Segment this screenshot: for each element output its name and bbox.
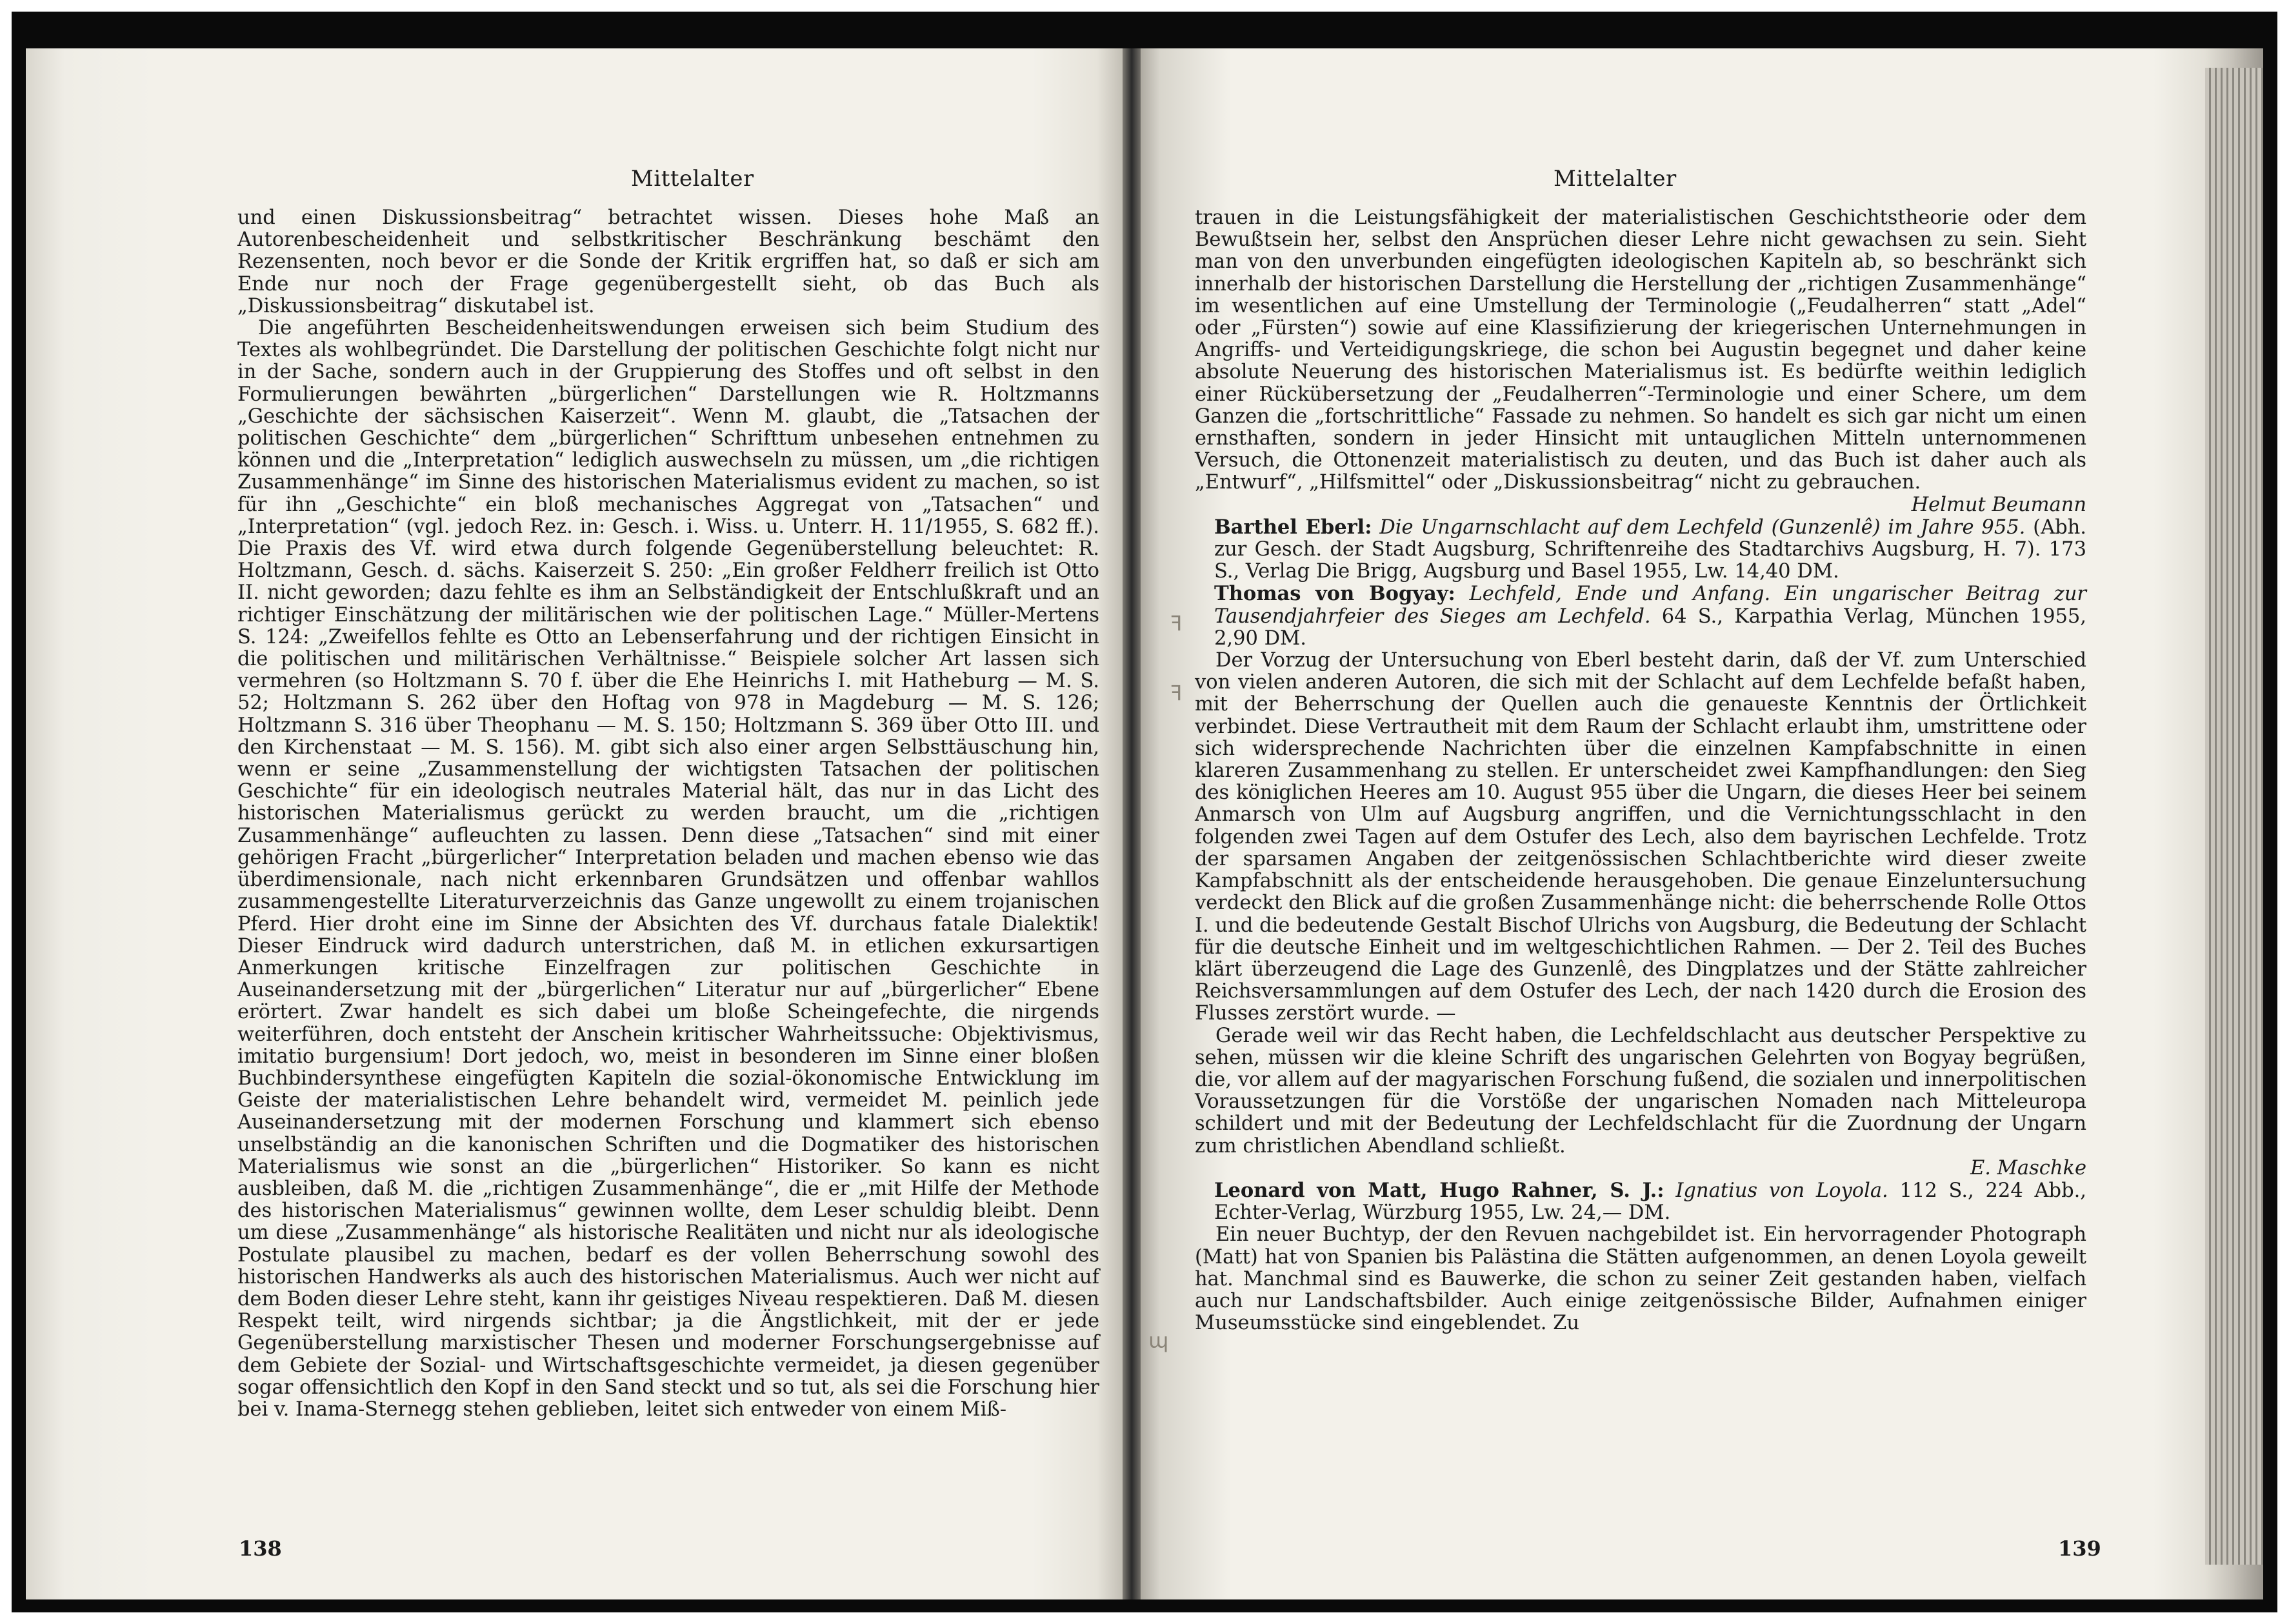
book-gutter [1123,48,1141,1599]
reviewer-signature: Helmut Beumann [1911,493,2086,516]
text-column [1195,207,2086,1334]
entry-details: (Abh. zur Gesch. der Stadt Augsburg, Schriftenreihe des Stadtarchivs Augsburg, H. 7). 173 S., Verlag Die Brigg, Augsburg und Basel 1955, Lw. 14,40 DM. [1214,516,2086,583]
bibliographic-entry [1195,583,2086,650]
entry-details: 112 S., 224 Abb., Echter-Verlag, Würzburg 1955, Lw. 24,— DM. [1214,1179,2086,1225]
entry-title: Lechfeld, Ende und Anfang. Ein ungarischer Beitrag zur Tausendjahrfeier des Sieges am Lechfeld. [1214,583,2086,628]
pencil-mark-icon: ꟻ [1170,681,1183,705]
text-column [237,207,1099,1421]
running-header: Mittelalter [1554,166,1677,192]
right-page [1134,48,2263,1599]
entry-author: Leonard von Matt, Hugo Rahner, S. J.: [1214,1178,1664,1202]
entry-author: Barthel Eberl: [1214,515,1372,539]
entry-author: Thomas von Bogyay: [1214,582,1455,606]
pencil-mark-icon: ɰ [1148,1328,1169,1353]
left-page [26,48,1126,1599]
page-number: 139 [2058,1536,2101,1561]
page-number: 138 [239,1536,282,1561]
entry-title: Die Ungarnschlacht auf dem Lechfeld (Gunzenlê) im Jahre 955. [1379,516,2026,539]
entry-title: Ignatius von Loyola. [1675,1179,1888,1202]
paragraph: Der Vorzug der Untersuchung von Eberl besteht darin, daß der Vf. zum Unterschied von vielen anderen Autoren, die sich mit der Schlacht auf dem Lechfelde befaßt haben, mit der Beherrschung der Quellen auch die genaueste Kenntnis der Örtlichkeit verbindet. Diese Vertrautheit mit dem Raum der Schlacht erlaubt ihm, umstrittene oder sich widersprechende Nachrichten über die einzelnen Kampfabschnitte in einen klareren Zusammenhang zu stellen. Er unterscheidet zwei Kampfhandlungen: den Sieg des königlichen Heeres am 10. August 955 über die Ungarn, die dieses Heer bei seinem Anmarsch von Ulm auf Augsburg angriffen, und die Vernichtungsschlacht in den folgenden zwei Tagen auf dem Ostufer des Lech, also dem bayrischen Lechfelde. Trotz der sparsamen Angaben der zeitgenössischen Schlachtberichte wird dieser zweite Kampfabschnitt als der entscheidende herausgehoben. Die genaue Einzeluntersuchung verdeckt den Blick auf die großen Zusammenhänge nicht: die beherrschende Rolle Ottos I. und die bedeutende Gestalt Bischof Ulrichs von Augsburg, die Bedeutung der Schlacht für die deutsche Einheit und im weltgeschichtlichen Rahmen. — Der 2. Teil des Buches klärt überzeugend die Lage des Gunzenlê, des Dingplatzes und der Stätte zahlreicher Reichsversammlungen auf dem Ostufer des Lech, der nach 1420 durch die Erosion des Flusses zerstört wurde. — [1195,649,2086,1025]
reviewer-signature: E. Maschke [1970,1156,2086,1179]
paragraph: Die angeführten Bescheidenheitswendungen erweisen sich beim Studium des Textes als wohlbegründet. Die Darstellung der politischen Geschichte folgt nicht nur in der Sache, sondern auch in der Gruppierung des Stoffes und oft selbst in den Formulierungen bewährten „bürgerlichen“ Darstellungen wie R. Holtzmanns „Geschichte der sächsischen Kaiserzeit“. Wenn M. glaubt, die „Tatsachen der politischen Geschichte“ dem „bürgerlichen“ Schrifttum unbesehen entnehmen zu können und die „Interpretation“ lediglich auswechseln zu müssen, um „die richtigen Zusammenhänge“ im Sinne des historischen Materialismus evident zu machen, so ist für ihn „Geschichte“ ein bloß mechanisches Aggregat von „Tatsachen“ und „Interpretation“ (vgl. jedoch Rez. in: Gesch. i. Wiss. u. Unterr. H. 11/1955, S. 682 ff.). Die Praxis des Vf. wird etwa durch folgende Gegenüberstellung beleuchtet: R. Holtzmann, Gesch. d. sächs. Kaiserzeit S. 250: „Ein großer Feldherr freilich ist Otto II. nicht geworden; dazu fehlte es ihm an Selbständigkeit der Entschlußkraft und an richtiger Einschätzung der militärischen wie der politischen Lage.“ Müller-Mertens S. 124: „Zweifellos fehlte es Otto an Lebenserfahrung und der richtigen Einsicht in die politischen und militärischen Verhältnisse.“ Beispiele solcher Art lassen sich vermehren (so Holtzmann S. 70 f. über die Ehe Heinrichs I. mit Hatheburg — M. S. 52; Holtzmann S. 262 über den Hoftag von 978 in Magdeburg — M. S. 126; Holtzmann S. 316 über Theophanu — M. S. 150; Holtzmann S. 369 über Otto III. und den Kirchenstaat — M. S. 156). M. gibt sich also einer argen Selbsttäuschung hin, wenn er seine „Zusammenstellung der wichtigsten Tatsachen der politischen Geschichte“ für ein ideologisch neutrales Material hält, das nur in das Licht des historischen Materialismus gerückt zu werden braucht, um die „richtigen Zusammenhänge“ aufleuchten zu lassen. Denn diese „Tatsachen“ sind mit einer gehörigen Fracht „bürgerlicher“ Interpretation beladen und machen ebenso wie das überdimensionale, nach nicht erkennbaren Grundsätzen und offenbar wahllos zusammengestellte Literaturverzeichnis das Ganze ungewollt zu einem trojanischen Pferd. Hier droht eine im Sinne der Absichten des Vf. durchaus fatale Dialektik! Dieser Eindruck wird dadurch unterstrichen, daß M. in etlichen exkursartigen Anmerkungen kritische Einzelfragen zur politischen Geschichte in Auseinandersetzung mit der „bürgerlichen“ Literatur nur auf „bürgerlicher“ Ebene erörtert. Zwar handelt es sich dabei um bloße Scheingefechte, die nirgends weiterführen, doch entsteht der Anschein kritischer Wahrheitssuche: Objektivismus, imitatio burgensium! Dort jedoch, wo, meist in besonderen im Sinne einer bloßen Buchbindersynthese eingefügten Kapiteln die sozial-ökonomische Entwicklung im Geiste der materialistischen Lehre behandelt wird, vermeidet M. peinlich jede Auseinandersetzung mit der modernen Forschung und klammert sich ebenso unselbständig an die kanonischen Schriften und die Dogmatiker des historischen Materialismus wie sonst an die „bürgerlichen“ Historiker. So kann es nicht ausbleiben, daß M. die „richtigen Zusammenhänge“, die er „mit Hilfe der Methode des historischen Materialismus“ gewinnen wollte, dem Leser schuldig bleibt. Denn um diese „Zusammenhänge“ als historische Realitäten und nicht nur als ideologische Postulate plausibel zu machen, bedarf es der vollen Beherrschung sowohl des historischen Handwerks als auch des historischen Materialismus. Auch wer nicht auf dem Boden dieser Lehre steht, kann ihr geistiges Niveau respektieren. Daß M. diesen Respekt teilt, wird nirgends sichtbar; ja die Ängstlichkeit, mit der er jede Gegenüberstellung marxistischer Thesen und moderner Forschungsergebnisse auf dem Gebiete der Sozial- und Wirtschaftsgeschichte vermeidet, ja diesen gegenüber sogar offensichtlich den Kopf in den Sand steckt und so tut, als sei die Forschung hier bei v. Inama-Sternegg stehen geblieben, leitet sich entweder von einem Miß- [237,317,1099,1421]
paragraph: Ein neuer Buchtyp, der den Revuen nachgebildet ist. Ein hervorragender Photograph (Matt) hat von Spanien bis Palästina die Stätten aufgenommen, an denen Loyola geweilt hat. Manchmal sind es Bauwerke, die schon zu seiner Zeit gestanden haben, vielfach auch nur Landschaftsbilder. Auch einige zeitgenössische Bilder, Aufnahmen einiger Museumsstücke sind eingeblendet. Zu [1195,1223,2086,1335]
paragraph: Gerade weil wir das Recht haben, die Lechfeldschlacht aus deutscher Perspektive zu sehen, müssen wir die kleine Schrift des ungarischen Gelehrten von Bogyay begrüßen, die, vor allem auf der magyarischen Forschung fußend, die sozialen und innerpolitischen Voraussetzungen für die Vorstöße der ungarischen Nomaden nach Mitteleuropa schildert und mit der Bedeutung der Lechfeldschlacht für die Zuordnung der Ungarn zum christlichen Abendland schließt. [1195,1024,2086,1158]
paragraph: und einen Diskussionsbeitrag“ betrachtet wissen. Dieses hohe Maß an Autorenbescheidenheit und selbstkritischer Beschränkung beschämt den Rezensenten, noch bevor er die Sonde der Kritik ergriffen hat, so daß er sich am Ende nur noch der Frage gegenübergestellt sieht, ob das Buch als „Diskussionsbeitrag“ diskutabel ist. [237,206,1099,317]
page-edge-strips [2205,68,2263,1565]
pencil-mark-icon: ꟻ [1170,611,1183,636]
running-header: Mittelalter [631,166,754,192]
bibliographic-entry [1195,1179,2086,1224]
entry-details: 64 S., Karpathia Verlag, München 1955, 2,90 DM. [1214,605,2086,650]
bibliographic-entry [1195,516,2086,583]
paragraph: trauen in die Leistungsfähigkeit der materialistischen Geschichtstheorie oder dem Bewußtsein her, selbst den Ansprüchen dieser Lehre nicht gewachsen zu sein. Sieht man von den unverbunden eingefügten ideologischen Kapiteln ab, so beschränkt sich innerhalb der historischen Darstellung die Herstellung der „richtigen Zusammenhänge“ im wesentlichen auf eine Umstellung der Terminologie („Feudalherren“ statt „Adel“ oder „Fürsten“) sowie auf eine Klassifizierung der kriegerischen Unternehmungen in Angriffs- und Verteidigungskriege, die schon bei Augustin begegnet und daher keine absolute Neuerung des historischen Materialismus ist. Es bedürfte weithin lediglich einer Rückübersetzung der „Feudalherren“-Terminologie und einer Schere, um dem Ganzen die „fortschrittliche“ Fassade zu nehmen. So handelt es sich gar nicht um einen ernsthaften, sondern in jeder Hinsicht mit untauglichen Mitteln unternommenen Versuch, die Ottonenzeit materialistisch zu deuten, und das Buch ist daher auch als „Entwurf“, „Hilfsmittel“ oder „Diskussionsbeitrag“ nicht zu gebrauchen. [1195,206,2086,494]
